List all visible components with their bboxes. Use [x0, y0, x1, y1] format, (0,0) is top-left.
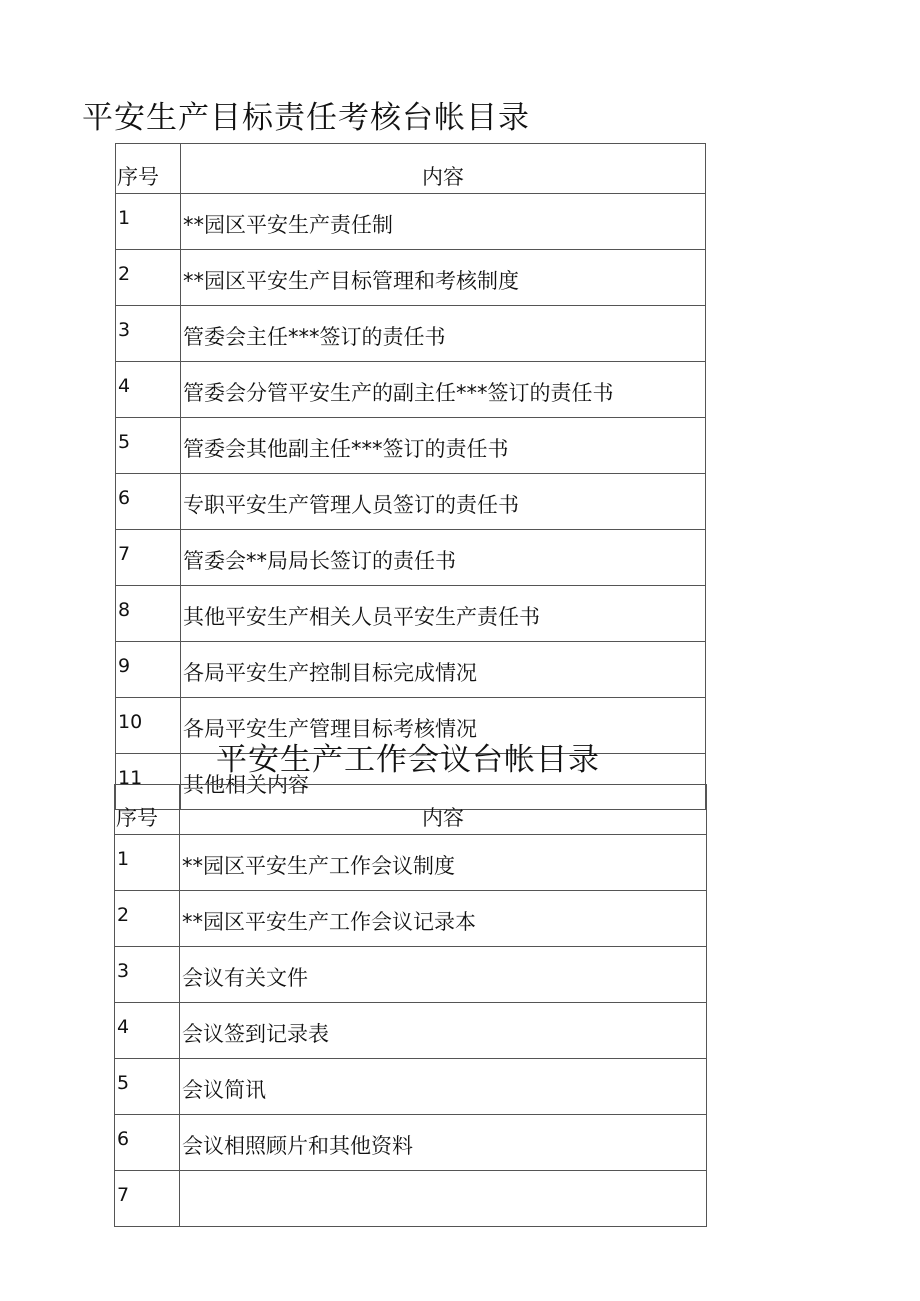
- row-serial-number: 11: [116, 754, 181, 810]
- table-row: [115, 1171, 707, 1227]
- row-content: **园区平安生产工作会议记录本: [180, 891, 707, 947]
- row-content: 会议签到记录表: [180, 1003, 707, 1059]
- section-1-title: 平安生产目标责任考核台帐目录: [82, 100, 530, 136]
- section-2-title: 平安生产工作会议台帐目录: [216, 742, 600, 778]
- table-row: [115, 891, 707, 947]
- row-content: 各局平安生产控制目标完成情况: [181, 642, 706, 698]
- table-row: [116, 306, 706, 362]
- table-row: [115, 1115, 707, 1171]
- table-row: [116, 474, 706, 530]
- row-content: 会议相照顾片和其他资料: [180, 1115, 707, 1171]
- row-content: **园区平安生产责任制: [181, 194, 706, 250]
- header-serial-number: 序号: [116, 144, 181, 194]
- row-content: 会议有关文件: [180, 947, 707, 1003]
- row-content: 管委会主任***签订的责任书: [181, 306, 706, 362]
- row-content: 其他平安生产相关人员平安生产责任书: [181, 586, 706, 642]
- row-content: 其他相关内容: [181, 754, 706, 810]
- table-row: [115, 1003, 707, 1059]
- header-serial-number: 序号: [115, 785, 180, 835]
- row-serial-number: 4: [115, 1003, 180, 1059]
- row-content: 管委会其他副主任***签订的责任书: [181, 418, 706, 474]
- row-content: **园区平安生产目标管理和考核制度: [181, 250, 706, 306]
- row-serial-number: 3: [116, 306, 181, 362]
- row-serial-number: 4: [116, 362, 181, 418]
- table-row: [116, 586, 706, 642]
- row-content: [180, 1171, 707, 1227]
- row-serial-number: 3: [115, 947, 180, 1003]
- table-row: [115, 1059, 707, 1115]
- section-2-table: [114, 784, 707, 1227]
- header-content: 内容: [181, 144, 706, 194]
- table-row: [116, 362, 706, 418]
- row-serial-number: 10: [116, 698, 181, 754]
- row-serial-number: 2: [115, 891, 180, 947]
- row-serial-number: 7: [116, 530, 181, 586]
- row-content: 专职平安生产管理人员签订的责任书: [181, 474, 706, 530]
- row-content: 管委会分管平安生产的副主任***签订的责任书: [181, 362, 706, 418]
- row-serial-number: 1: [116, 194, 181, 250]
- row-content: 会议简讯: [180, 1059, 707, 1115]
- table-row: [115, 835, 707, 891]
- table-row: [116, 642, 706, 698]
- table-row: [115, 947, 707, 1003]
- row-content: 各局平安生产管理目标考核情况: [181, 698, 706, 754]
- row-serial-number: 5: [115, 1059, 180, 1115]
- row-serial-number: 2: [116, 250, 181, 306]
- row-serial-number: 6: [116, 474, 181, 530]
- section-1-table: [115, 143, 706, 810]
- row-serial-number: 6: [115, 1115, 180, 1171]
- table-row: [116, 530, 706, 586]
- row-serial-number: 9: [116, 642, 181, 698]
- row-serial-number: 5: [116, 418, 181, 474]
- row-serial-number: 8: [116, 586, 181, 642]
- row-content: 管委会**局局长签订的责任书: [181, 530, 706, 586]
- row-serial-number: 1: [115, 835, 180, 891]
- table-header-row: [115, 785, 707, 835]
- header-content: 内容: [180, 785, 707, 835]
- table-header-row: [116, 144, 706, 194]
- table-row: [116, 418, 706, 474]
- table-row: [116, 194, 706, 250]
- row-serial-number: 7: [115, 1171, 180, 1227]
- row-content: **园区平安生产工作会议制度: [180, 835, 707, 891]
- table-row: [116, 250, 706, 306]
